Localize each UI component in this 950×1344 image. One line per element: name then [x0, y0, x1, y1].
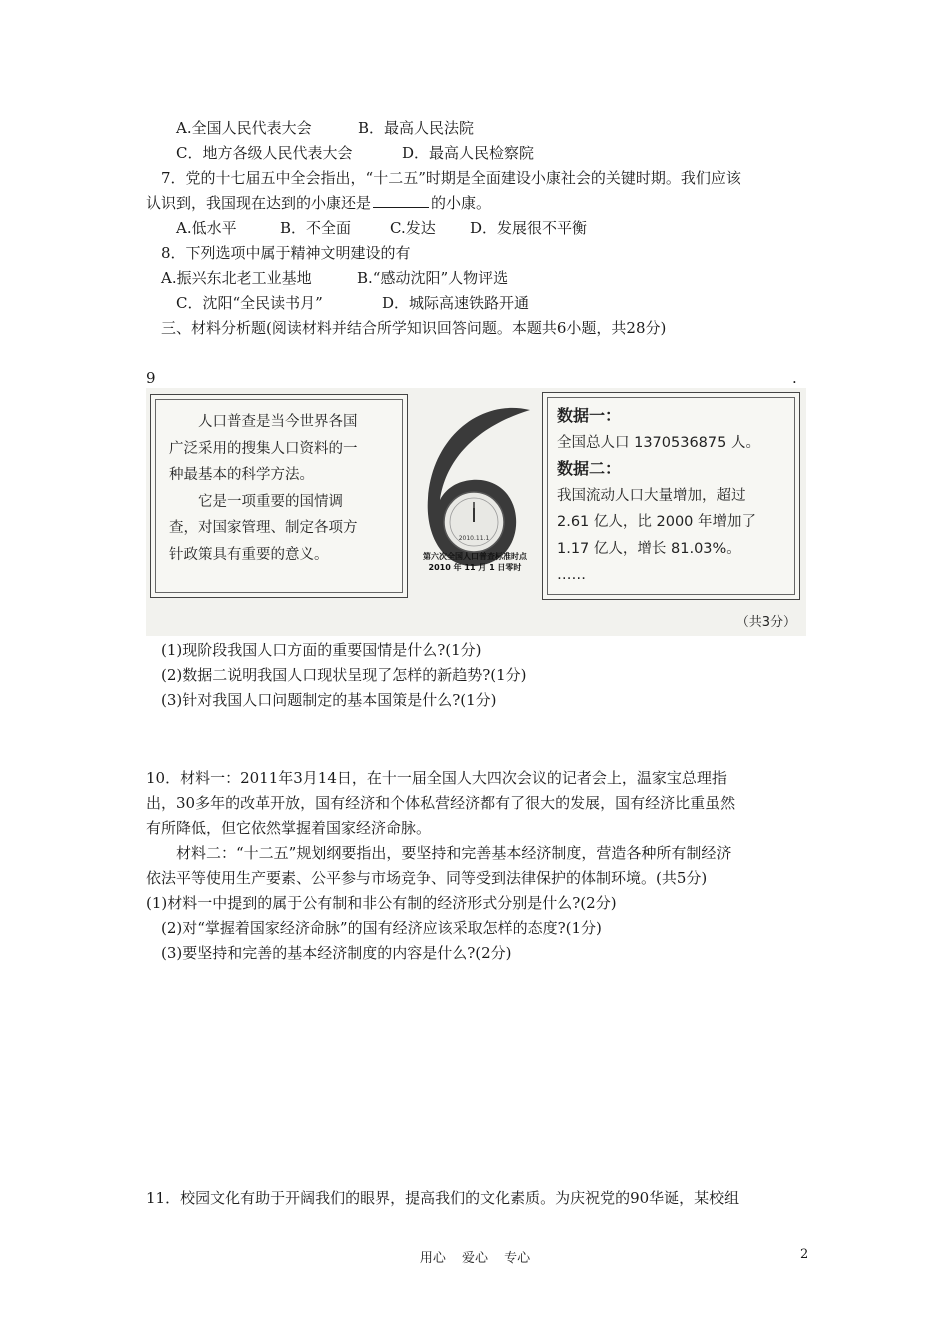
q10-line1: 10．材料一：2011年3月14日，在十一届全国人大四次会议的记者会上，温家宝总理指 [146, 769, 727, 787]
census-intro-box [150, 394, 408, 598]
data2-line: …… [557, 567, 586, 583]
q6-option-d: D．最高人民检察院 [402, 144, 535, 162]
census-intro-line: 广泛采用的搜集人口资料的一 [169, 440, 358, 457]
q10-line5: 依法平等使用生产要素、公平参与市场竞争、同等受到法律保护的体制环境。(共5分) [146, 869, 708, 887]
census-intro-line: 查，对国家管理、制定各项方 [169, 520, 358, 536]
q7-stem-line2-b: 的小康。 [431, 194, 492, 212]
caption-line-1: 第六次全国人口普查标准时点 [423, 552, 527, 561]
q7-stem-line2 [146, 193, 491, 213]
census-intro-line: 它是一项重要的国情调 [169, 493, 343, 510]
q8-stem: 8．下列选项中属于精神文明建设的有 [161, 244, 411, 262]
q10-sub1: (1)材料一中提到的属于公有制和非公有制的经济形式分别是什么?(2分) [146, 894, 617, 912]
q7-options [176, 218, 587, 238]
footer-word-1: 用心 [419, 1251, 446, 1266]
q11-line1: 11．校园文化有助于开阔我们的眼界，提高我们的文化素质。为庆祝党的90华诞，某校组 [146, 1189, 740, 1207]
q10-line3: 有所降低，但它依然掌握着国家经济命脉。 [146, 819, 432, 837]
q6-option-c: C．地方各级人民代表大会 [176, 144, 353, 162]
q8-option-a: A.振兴东北老工业基地 [161, 269, 312, 287]
q7-option-d: D．发展很不平衡 [470, 219, 588, 237]
q7-option-c: C.发达 [390, 219, 436, 237]
q6-option-a: A.全国人民代表大会 [176, 119, 312, 137]
q7-stem-line2-a: 认识到，我国现在达到的小康还是 [146, 194, 372, 212]
census-logo-caption [404, 551, 546, 573]
q9-sub1: (1)现阶段我国人口方面的重要国情是什么?(1分) [161, 641, 482, 659]
figure-total-points: （共3分） [735, 615, 796, 630]
section-3-heading: 三、材料分析题(阅读材料并结合所学知识回答问题。本题共6小题，共28分) [161, 319, 667, 337]
q6-options-row1 [176, 118, 474, 138]
caption-line-2: 2010 年 11 月 1 日零时 [428, 563, 522, 572]
census-data-text [557, 403, 760, 589]
q9-dot: . [792, 369, 797, 387]
q8-options-row2 [176, 293, 529, 313]
census-intro-line: 人口普查是当今世界各国 [169, 414, 358, 430]
q7-option-b: B．不全面 [280, 219, 352, 237]
data2-line: 我国流动人口大量增加，超过 [557, 487, 746, 504]
footer-word-3: 专心 [504, 1251, 531, 1266]
q10-sub2: (2)对“掌握着国家经济命脉”的国有经济应该采取怎样的态度?(1分) [161, 919, 602, 937]
data2-line: 2.61 亿人，比 2000 年增加了 [557, 514, 757, 530]
census-figure [146, 388, 806, 636]
q9-sub3: (3)针对我国人口问题制定的基本国策是什么?(1分) [161, 691, 497, 709]
census-data-box [542, 392, 800, 600]
q9-number: 9 [146, 369, 156, 387]
q6-options-row2 [176, 143, 534, 163]
data2-line: 1.17 亿人，增长 81.03%。 [557, 540, 741, 557]
data1-label: 数据一： [557, 406, 622, 425]
q10-line2: 出，30多年的改革开放，国有经济和个体私营经济都有了很大的发展，国有经济比重虽然 [146, 794, 736, 812]
q8-options-row1 [161, 268, 508, 288]
census-intro-line: 种最基本的科学方法。 [169, 467, 314, 483]
q7-stem-line1: 7．党的十七届五中全会指出，“十二五”时期是全面建设小康社会的关键时期。我们应该 [161, 169, 741, 187]
q8-option-c: C．沈阳“全民读书月” [176, 294, 323, 312]
q10-sub3: (3)要坚持和完善的基本经济制度的内容是什么?(2分) [161, 944, 512, 962]
page-number: 2 [800, 1247, 809, 1262]
data2-label: 数据二： [557, 459, 622, 478]
census-intro-line: 针政策具有重要的意义。 [169, 546, 329, 563]
footer-word-2: 爱心 [461, 1251, 488, 1266]
q7-option-a: A.低水平 [176, 219, 237, 237]
q9-sub2: (2)数据二说明我国人口现状呈现了怎样的新趋势?(1分) [161, 666, 527, 684]
clock-date-label: 2010.11.1 [458, 535, 490, 542]
q8-option-b: B.“感动沈阳”人物评选 [357, 269, 509, 287]
q10-line4: 材料二：“十二五”规划纲要指出，要坚持和完善基本经济制度，营造各种所有制经济 [176, 844, 732, 862]
q8-option-d: D．城际高速铁路开通 [382, 294, 530, 312]
q7-answer-blank [373, 193, 429, 208]
census-intro-text [169, 409, 358, 568]
q6-option-b: B．最高人民法院 [358, 119, 475, 137]
data1-text: 全国总人口 1370536875 人。 [557, 434, 760, 451]
